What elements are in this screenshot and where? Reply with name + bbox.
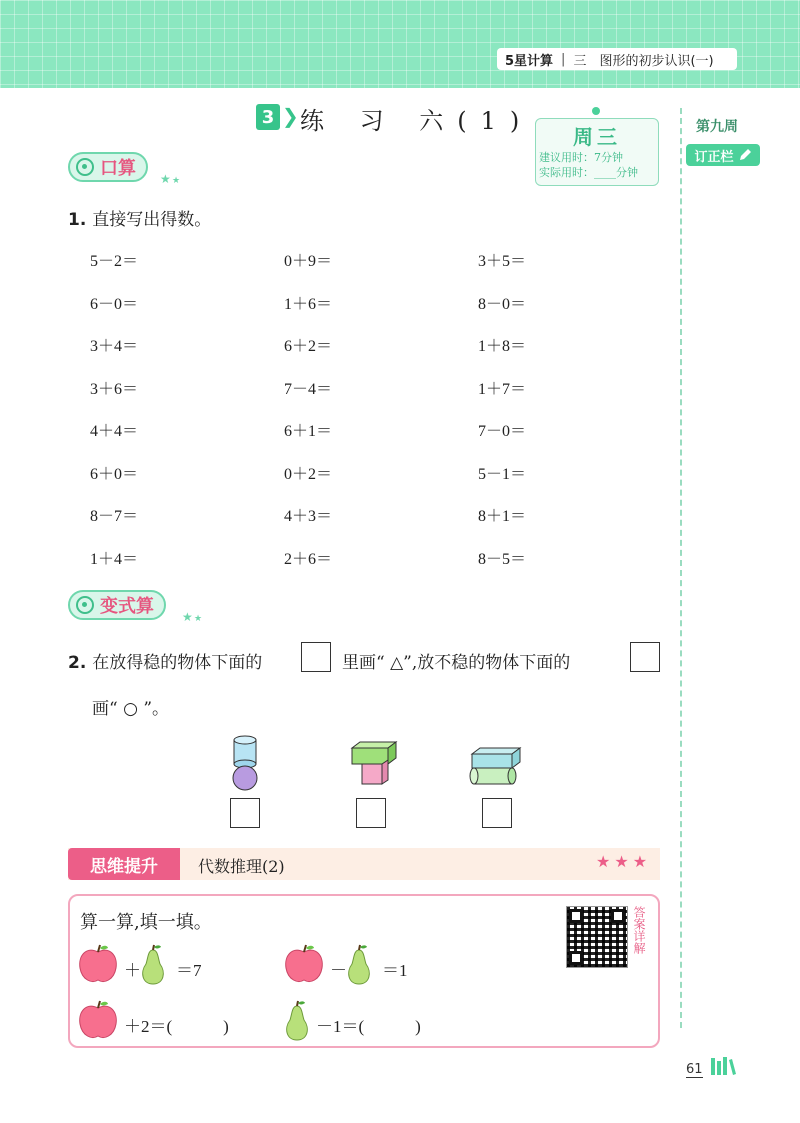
separator: | xyxy=(561,51,566,67)
equation: 1＋4＝ xyxy=(90,550,139,568)
eq3-rest[interactable]: ＋2＝( ) xyxy=(124,1017,229,1036)
lesson-number: 3 xyxy=(256,104,280,130)
equation: 4＋3＝ xyxy=(284,508,333,525)
header-band xyxy=(0,0,800,88)
correction-column-tag xyxy=(686,144,760,166)
equation: 8－0＝ xyxy=(478,295,527,313)
apple-icon xyxy=(76,1000,120,1042)
pencil-icon xyxy=(738,148,752,162)
equation: 1＋7＝ xyxy=(478,380,527,398)
margin-divider xyxy=(680,108,682,1028)
thinking-subtitle: 代数推理(2) xyxy=(198,857,285,876)
equation: 7－4＝ xyxy=(284,380,333,398)
brand-label: 5星计算 xyxy=(505,53,554,69)
equation: 6＋0＝ xyxy=(90,465,139,483)
question-text-part2: 里画“ △”,放不稳的物体下面的 xyxy=(342,653,571,673)
answer-box[interactable] xyxy=(230,798,260,828)
pear-icon xyxy=(138,944,168,986)
target-icon xyxy=(76,596,94,614)
equation: 8－7＝ xyxy=(90,508,139,525)
star-icon: ★ xyxy=(172,176,181,186)
question-number: 1. xyxy=(68,210,87,230)
stopwatch-icon xyxy=(76,158,94,176)
question-1 xyxy=(68,205,211,230)
actual-time: 实际用时：____分钟 xyxy=(539,166,638,179)
apple-icon xyxy=(76,944,120,986)
correction-label: 订正栏 xyxy=(694,149,734,165)
lesson-title: 练 习 六(1) xyxy=(300,107,534,135)
equation: 6－0＝ xyxy=(90,295,139,313)
chevron-right-icon: ❯ xyxy=(282,104,299,128)
section-title: 变式算 xyxy=(100,596,154,617)
equation: 0＋2＝ xyxy=(284,465,333,483)
equation: 3＋4＝ xyxy=(90,338,139,355)
page-number: 61 xyxy=(686,1062,703,1077)
star-icon: ★ xyxy=(194,614,203,624)
plus-sign: ＋ xyxy=(124,961,141,980)
thinking-label: 思维提升 xyxy=(68,848,180,880)
legend-box xyxy=(630,642,660,672)
question-2-line1 xyxy=(68,648,262,673)
pear-icon xyxy=(282,1000,312,1042)
minus-sign: － xyxy=(330,961,347,980)
eq4-rest[interactable]: －1＝( ) xyxy=(316,1017,421,1036)
eq1-result: ＝7 xyxy=(176,961,202,980)
equation: 2＋6＝ xyxy=(284,550,333,568)
question-number: 2. xyxy=(68,653,87,673)
books-icon xyxy=(710,1056,736,1076)
eq2-result: ＝1 xyxy=(382,961,408,980)
equation: 5－2＝ xyxy=(90,253,139,270)
star-icon: ★ xyxy=(160,172,171,186)
section-title: 口算 xyxy=(100,158,136,179)
day-card xyxy=(535,118,659,186)
equation: 4＋4＝ xyxy=(90,423,139,440)
question-text: 直接写出得数。 xyxy=(92,210,212,230)
cylinder-on-cuboid-object xyxy=(468,746,524,788)
equation: 1＋6＝ xyxy=(284,295,333,313)
answer-explain-label: 答案详解 xyxy=(632,906,646,954)
equation: 6＋2＝ xyxy=(284,338,333,355)
answer-box[interactable] xyxy=(482,798,512,828)
week-label: 第九周 xyxy=(696,119,738,135)
suggested-time: 建议用时：7分钟 xyxy=(539,151,623,164)
equation: 7－0＝ xyxy=(478,423,527,440)
pear-icon xyxy=(344,944,374,986)
qr-code-icon[interactable] xyxy=(566,906,628,968)
answer-box[interactable] xyxy=(356,798,386,828)
day-label: 周三 xyxy=(573,125,621,149)
star-icon: ★ xyxy=(182,610,193,624)
equation: 5－1＝ xyxy=(478,465,527,483)
equation: 3＋6＝ xyxy=(90,380,139,398)
section-pill-variant xyxy=(68,590,166,620)
question-text-part1: 在放得稳的物体下面的 xyxy=(92,653,263,673)
equation: 1＋8＝ xyxy=(478,338,527,355)
pin-icon xyxy=(592,107,600,115)
cylinder-on-sphere-object xyxy=(226,734,266,794)
cuboid-on-cube-object xyxy=(348,740,400,790)
equation: 6＋1＝ xyxy=(284,423,333,440)
equation: 0＋9＝ xyxy=(284,253,333,270)
thinking-prompt: 算一算,填一填。 xyxy=(80,912,212,933)
equation: 8＋1＝ xyxy=(478,508,527,525)
equation: 3＋5＝ xyxy=(478,253,527,270)
unit-title: 三 图形的初步认识(一) xyxy=(573,53,714,69)
equation: 8－5＝ xyxy=(478,550,527,568)
difficulty-stars: ★★★ xyxy=(596,852,652,871)
legend-box xyxy=(301,642,331,672)
series-tag xyxy=(497,48,737,70)
section-pill-mental-math xyxy=(68,152,148,182)
apple-icon xyxy=(282,944,326,986)
question-text-part3: 画“ ○ ”。 xyxy=(92,699,170,719)
